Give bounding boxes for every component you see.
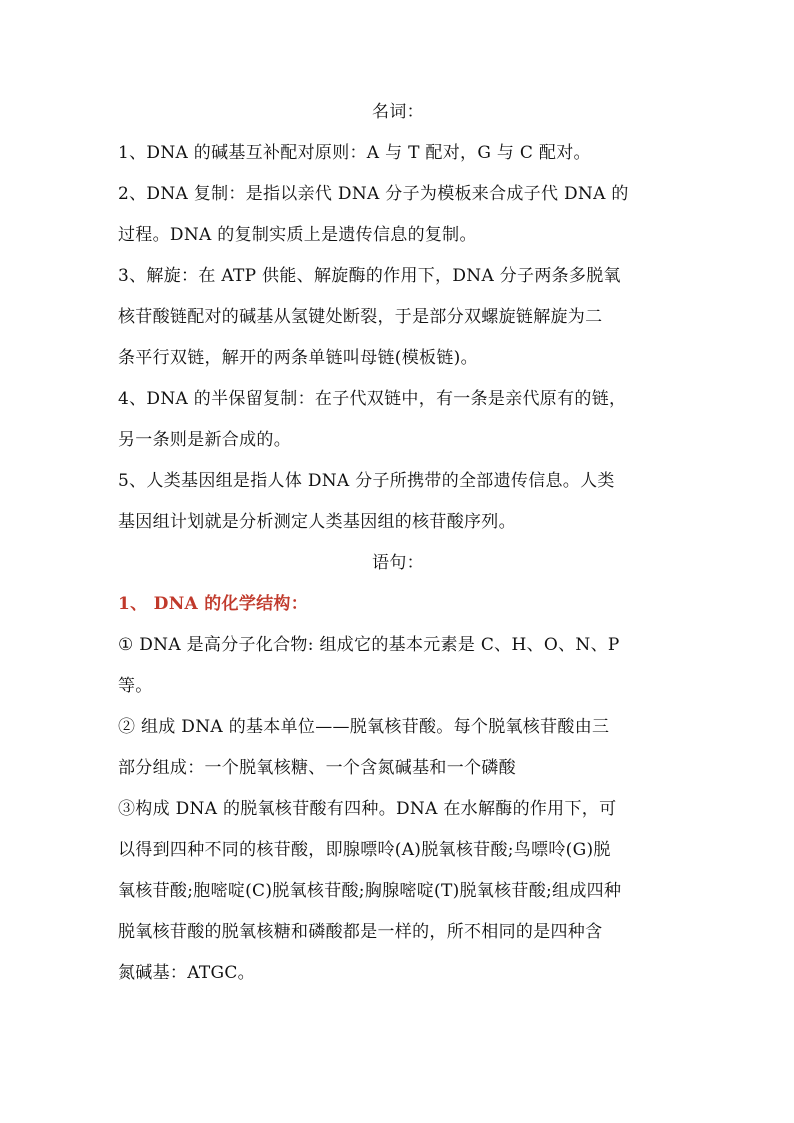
section-heading-dna-structure: 1、 DNA 的化学结构： [118,594,309,614]
noun-1-line-1: 1、DNA 的碱基互补配对原则：A 与 T 配对，G 与 C 配对。 [118,143,591,163]
sentence-3-line-2: 以得到四种不同的核苷酸，即腺嘌呤(A)脱氧核苷酸;鸟嘌呤(G)脱 [118,840,611,860]
sentence-3-line-1: ③构成 DNA 的脱氧核苷酸有四种。DNA 在水解酶的作用下，可 [118,799,617,819]
noun-2-line-2: 过程。DNA 的复制实质上是遗传信息的复制。 [118,225,477,245]
sentence-3-line-4: 脱氧核苷酸的脱氧核糖和磷酸都是一样的，所不相同的是四种含 [118,922,603,942]
sentence-1-line-1: ① DNA 是高分子化合物: 组成它的基本元素是 C、H、O、N、P [118,635,620,655]
noun-3-line-3: 条平行双链，解开的两条单链叫母链(模板链)。 [118,348,478,368]
sentence-2-line-1: ② 组成 DNA 的基本单位——脱氧核苷酸。每个脱氧核苷酸由三 [118,717,610,737]
noun-3-line-1: 3、解旋：在 ATP 供能、解旋酶的作用下，DNA 分子两条多脱氧 [118,266,621,286]
sentence-2-line-2: 部分组成：一个脱氧核糖、一个含氮碱基和一个磷酸 [118,758,516,778]
noun-5-line-1: 5、人类基因组是指人体 DNA 分子所携带的全部遗传信息。人类 [118,471,615,491]
sentence-3-line-5: 氮碱基：ATGC。 [118,963,255,983]
sentence-1-line-2: 等。 [118,676,153,696]
noun-4-line-2: 另一条则是新合成的。 [118,430,291,450]
noun-5-line-2: 基因组计划就是分析测定人类基因组的核苷酸序列。 [118,512,516,532]
noun-3-line-2: 核苷酸链配对的碱基从氢键处断裂，于是部分双螺旋链解旋为二 [118,307,603,327]
heading-nouns: 名词： [372,102,424,122]
sentence-3-line-3: 氧核苷酸;胞嘧啶(C)脱氧核苷酸;胸腺嘧啶(T)脱氧核苷酸;组成四种 [118,881,622,901]
noun-4-line-1: 4、DNA 的半保留复制：在子代双链中，有一条是亲代原有的链， [118,389,627,409]
heading-sentences: 语句： [372,553,424,573]
noun-2-line-1: 2、DNA 复制：是指以亲代 DNA 分子为模板来合成子代 DNA 的 [118,184,629,204]
document-body [118,103,678,1005]
